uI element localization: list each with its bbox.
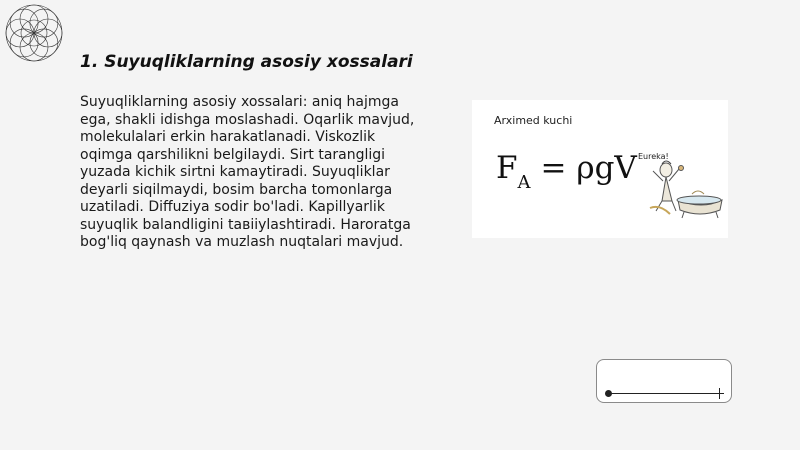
slide-body-text: Suyuqliklarning asosiy xossalari: aniq hajmga ega, shakli idishga moslashadi. Oqarlik mavjud, molekulalari erkin harakatlanadi. Viskozlik oqimga qarshilikni belgilaydi. Sirt tarangligi yuzada kichik sirtni kamaytiradi. Suyuqliklar deyarli siqilmaydi, bosim barcha tomonlarga uzatiladi. Diffuziya sodir bo'ladi. Kapillyarlik suyuqlik balandligini tавiiylashtiradi. Haroratga bog'liq qaynash va muzlash nuqtalari mavjud. xyxy=(80,94,415,250)
archimedes-formula xyxy=(496,150,637,193)
figure-label: Arximed kuchi xyxy=(494,114,573,127)
seek-knob[interactable] xyxy=(605,390,612,397)
media-player[interactable] xyxy=(596,359,732,403)
formula-rhs: = ρgV xyxy=(540,150,637,186)
formula-force: F xyxy=(496,150,518,186)
formula-subscript: A xyxy=(517,172,531,193)
seek-track[interactable] xyxy=(609,393,720,394)
eureka-bubble-text: Eureka! xyxy=(638,152,669,161)
archimedes-figure xyxy=(472,100,728,238)
slide-title: 1. Suyuqliklarning asosiy xossalari xyxy=(80,52,413,72)
spirograph-logo-icon xyxy=(4,3,64,63)
track-end-marker-icon xyxy=(715,388,724,399)
